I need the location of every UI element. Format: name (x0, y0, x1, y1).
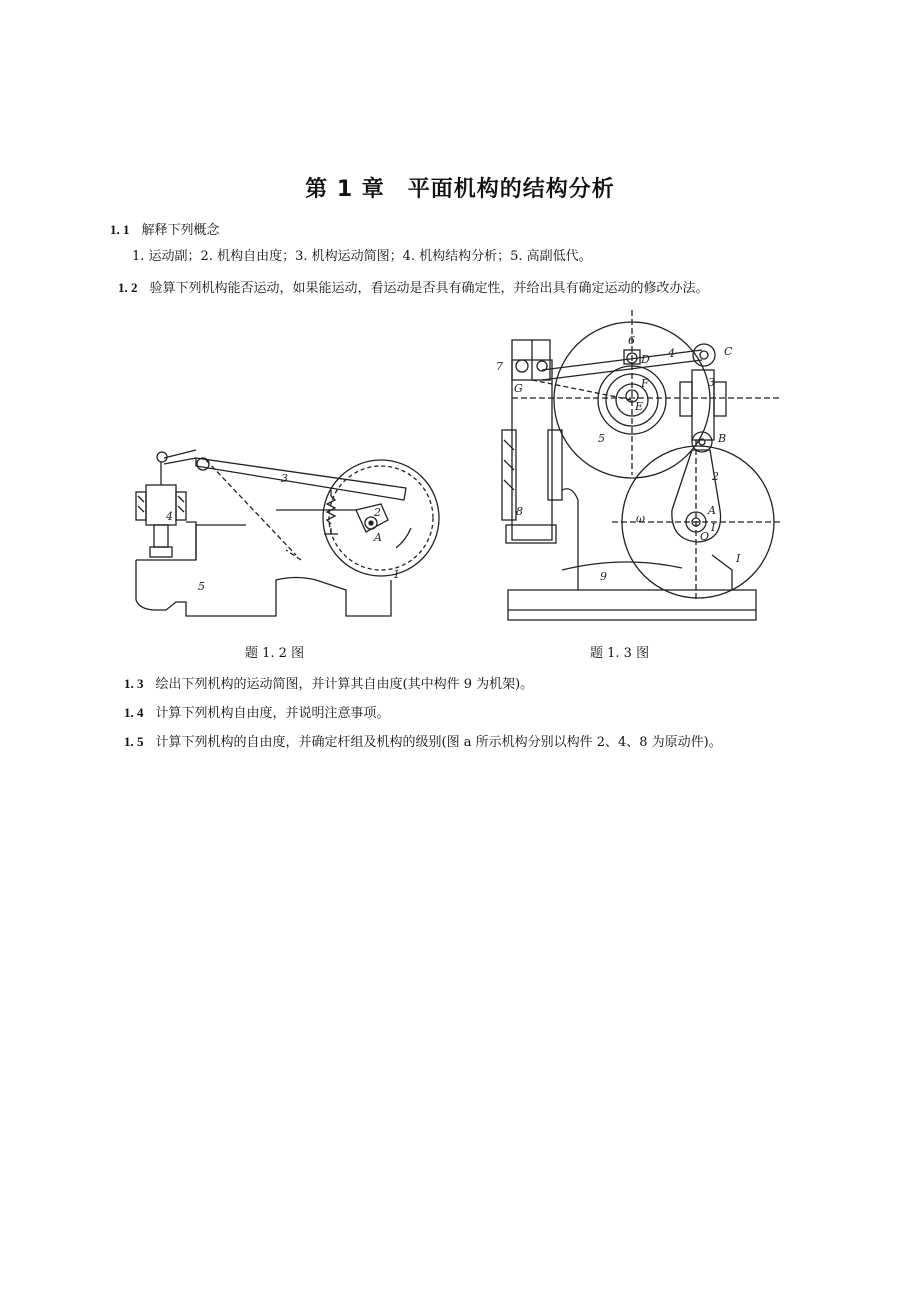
label-F: F (641, 377, 649, 390)
question-number: 1. 2 (118, 280, 138, 295)
question-1-2 (118, 277, 709, 296)
figure-1-2-caption: 题 1. 2 图 (245, 646, 305, 661)
label-5: 5 (198, 580, 205, 593)
label-2: 2 (712, 470, 719, 483)
figure-1-2-drawing (126, 430, 446, 636)
label-A: A (708, 504, 716, 517)
question-1-4 (124, 702, 390, 721)
question-1-3 (124, 673, 533, 692)
question-number: 1. 3 (124, 676, 144, 691)
label-7: 7 (496, 360, 503, 373)
label-6: 6 (628, 334, 635, 347)
question-text: 计算下列机构自由度，并说明注意事项。 (155, 706, 390, 721)
question-number: 1. 4 (124, 705, 144, 720)
question-text: 验算下列机构能否运动，如果能运动，看运动是否具有确定性，并给出具有确定运动的修改办法。 (149, 281, 709, 296)
figure-1-2 (126, 430, 446, 636)
question-number: 1. 5 (124, 734, 144, 749)
question-number: 1. 1 (110, 222, 130, 237)
label-I-prime: I (711, 521, 716, 534)
label-I: I (736, 552, 741, 565)
label-4: 4 (166, 510, 173, 523)
label-D: D (641, 353, 650, 366)
label-C: C (724, 345, 733, 358)
label-9: 9 (600, 570, 607, 583)
label-B: B (718, 432, 727, 445)
label-2: 2 (374, 506, 381, 519)
label-omega: ω (636, 512, 645, 525)
label-E: E (635, 400, 644, 413)
label-G: G (514, 382, 523, 395)
question-text: 解释下列概念 (141, 223, 220, 238)
figure-1-3-caption: 题 1. 3 图 (590, 646, 650, 661)
label-1: 1 (393, 568, 400, 581)
question-1-1 (110, 219, 220, 238)
question-1-5 (124, 731, 722, 750)
label-O: O (700, 530, 710, 543)
question-1-1-items: 1. 运动副；2. 机构自由度；3. 机构运动简图；4. 机构结构分析；5. 高副低代。 (132, 249, 592, 264)
label-4: 4 (668, 347, 675, 360)
chapter-title: 第 1 章 平面机构的结构分析 (305, 177, 615, 202)
question-text: 计算下列机构的自由度，并确定杆组及机构的级别(图 a 所示机构分别以构件 2、4、8 为原动件)。 (155, 735, 722, 750)
question-text: 绘出下列机构的运动简图，并计算其自由度(其中构件 9 为机架)。 (155, 677, 534, 692)
label-3: 3 (708, 376, 715, 389)
label-5: 5 (598, 432, 605, 445)
label-A: A (374, 531, 382, 544)
label-3: 3 (281, 472, 288, 485)
figure-1-3 (492, 300, 792, 636)
figure-1-3-drawing (492, 300, 792, 636)
label-8: 8 (516, 505, 523, 518)
